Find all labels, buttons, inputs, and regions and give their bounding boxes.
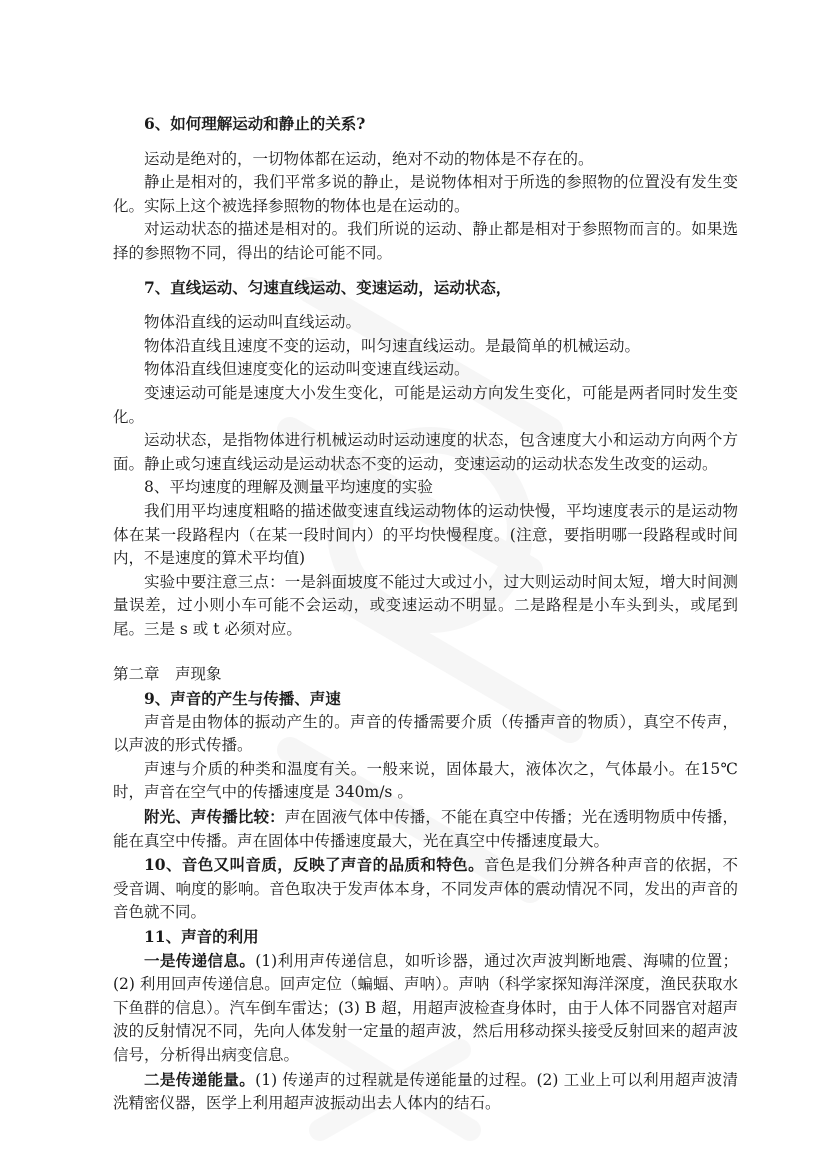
section-7-heading: 7、直线运动、匀速直线运动、变速运动，运动状态， (144, 277, 512, 297)
section-6-paragraph-2: 静止是相对的，我们平常多说的静止，是说物体相对于所选的参照物的位置没有发生变化。实际上这个被选择参照物的物体也是在运动的。 (113, 173, 738, 215)
section-6-paragraph-1: 运动是绝对的，一切物体都在运动，绝对不动的物体是不存在的。 (144, 149, 594, 168)
section-7-paragraph-4: 变速运动可能是速度大小发生变化，可能是运动方向发生变化，可能是两者同时发生变化。 (113, 383, 738, 426)
section-6-paragraph-3: 对运动状态的描述是相对的。我们所说的运动、静止都是相对于参照物而言的。如果选择的参照物不同，得出的结论可能不同。 (113, 220, 738, 262)
section-11-paragraph-1-lead: 一是传递信息。 (144, 950, 256, 970)
section-7-paragraph-5: 运动状态，是指物体进行机械运动时运动速度的状态，包含速度大小和运动方向两个方面。静止或匀速直线运动是运动状态不变的运动，变速运动的运动状态发生改变的运动。 (113, 431, 738, 473)
section-9-heading: 9、声音的产生与传播、声速 (144, 689, 341, 709)
section-11-paragraph-1 (113, 949, 738, 1068)
section-8-heading: 8、平均速度的理解及测量平均速度的实验 (144, 478, 433, 497)
section-9-paragraph-1: 声音是由物体的振动产生的。声音的传播需要介质（传播声音的物质），真空不传声，以声波的形式传播。 (113, 712, 738, 755)
chapter-2-title: 第二章 声现象 (113, 665, 222, 684)
section-9-paragraph-3-lead: 附光、声传播比较： (144, 807, 285, 827)
section-11-paragraph-1-text: (1)利用声传递信息，如听诊器，通过次声波判断地震、海啸的位置；(2) 利用回声传递信息。回声定位（蝙蝠、声呐）。声呐（科学家探知海洋深度，渔民获取水下鱼群的信息）。汽车倒车雷达；(3) B 超，用超声波检查身体时，由于人体不同器官对超声波的反射情况不同，先向人体发射一定量的超声波，然后用移动探头接受反射回来的超声波信号，分析得出病变信息。 (113, 951, 738, 1064)
section-8-paragraph-2: 实验中要注意三点：一是斜面坡度不能过大或过小，过大则运动时间太短，增大时间测量误差，过小则小车可能不会运动，或变速运动不明显。二是路程是小车头到头，或尾到尾。三是 s 或 t 必须对应。 (113, 572, 738, 638)
section-9-paragraph-3-text: 声在固液气体中传播，不能在真空中传播；光在透明物质中传播，能在真空中传播。声在固体中传播速度最大，光在真空中传播速度最大。 (113, 808, 738, 850)
section-11-paragraph-2 (113, 1068, 738, 1116)
section-11-heading: 11、声音的利用 (144, 927, 259, 946)
section-6-heading: 6、如何理解运动和静止的关系? (144, 114, 366, 133)
section-8-paragraph-1: 我们用平均速度粗略的描述做变速直线运动物体的运动快慢，平均速度表示的是运动物体在某一段路程内（在某一段时间内）的平均快慢程度。(注意，要指明哪一段路程或时间内，不是速度的算术平均值) (113, 501, 738, 568)
document-body (113, 112, 738, 1116)
section-11-paragraph-2-lead: 二是传递能量。 (144, 1069, 256, 1089)
section-9-paragraph-2: 声速与介质的种类和温度有关。一般来说，固体最大，液体次之，气体最小。在15℃时，声音在空气中的传播速度是 340m/s 。 (113, 759, 738, 802)
section-7-paragraph-2: 物体沿直线且速度不变的运动，叫匀速直线运动。是最简单的机械运动。 (144, 336, 641, 355)
section-7-paragraph-1: 物体沿直线的运动叫直线运动。 (144, 313, 362, 332)
section-10-lead: 10、音色又叫音质，反映了声音的品质和特色。 (144, 855, 484, 875)
section-9-paragraph-3 (113, 805, 738, 853)
section-10-paragraph (113, 853, 738, 925)
section-7-paragraph-3: 物体沿直线但速度变化的运动叫变速直线运动。 (144, 360, 470, 379)
section-10-text: 音色是我们分辨各种声音的依据，不受音调、响度的影响。音色取决于发声体本身，不同发声体的震动情况不同，发出的声音的音色就不同。 (113, 856, 738, 922)
section-11-paragraph-2-text: (1) 传递声的过程就是传递能量的过程。(2) 工业上可以利用超声波清洗精密仪器，医学上利用超声波振动出去人体内的结石。 (113, 1070, 738, 1113)
